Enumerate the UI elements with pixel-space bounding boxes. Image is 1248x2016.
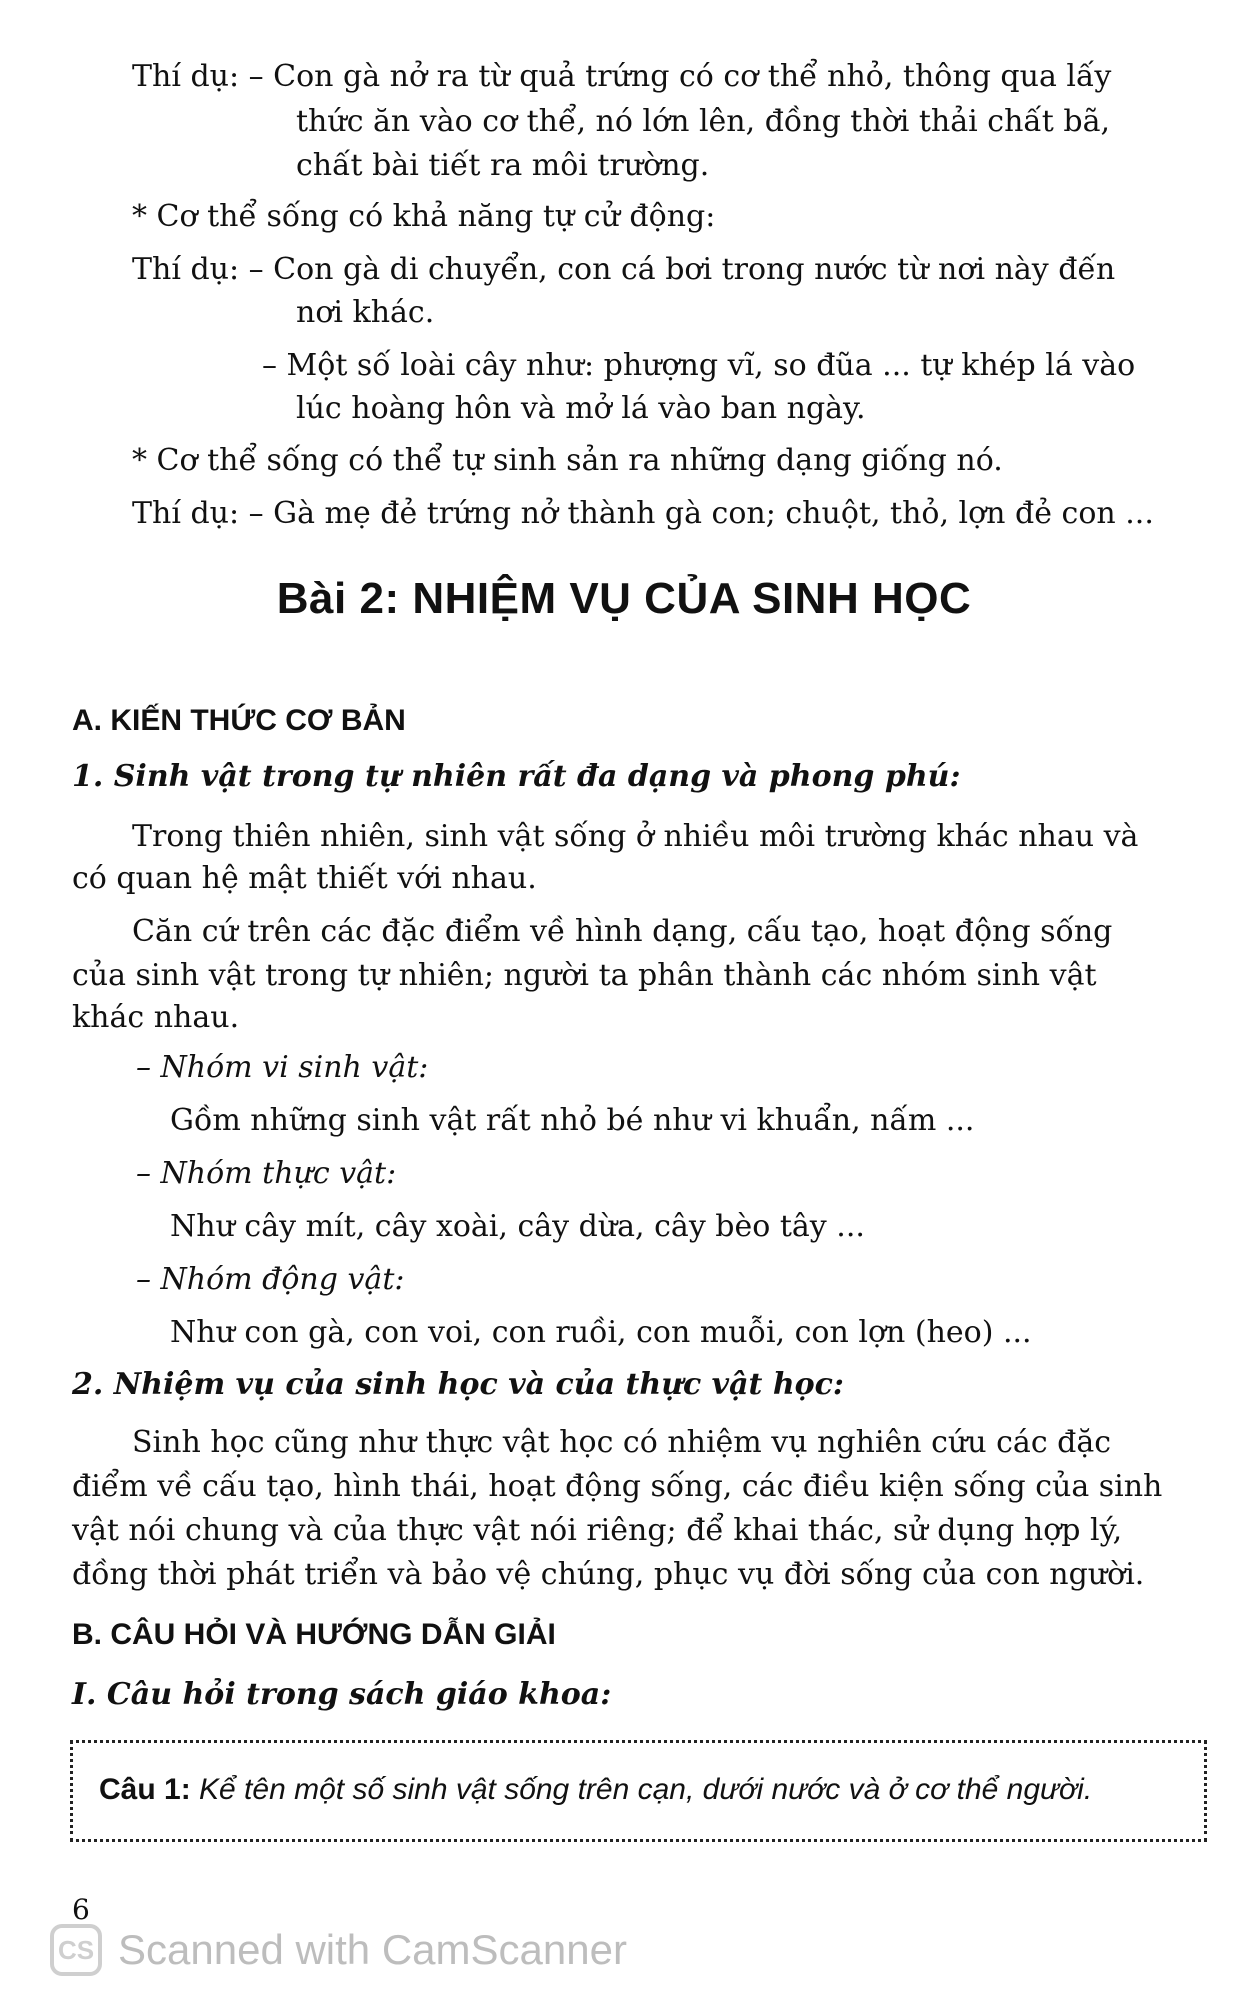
para3-line-c: vật nói chung và của thực vật nói riêng; để khai thác, sử dụng hợp lý, — [72, 1513, 1123, 1548]
para3-line-d: đồng thời phát triển và bảo vệ chúng, phục vụ đời sống của con người. — [72, 1557, 1145, 1592]
group-animal-text: Như con gà, con voi, con ruồi, con muỗi, con lợn (heo) ... — [170, 1315, 1032, 1350]
question-1 — [99, 1773, 1092, 1807]
intro-line-9: * Cơ thể sống có thể tự sinh sản ra những dạng giống nó. — [132, 443, 1003, 478]
intro-line-6: nơi khác. — [296, 295, 435, 330]
lesson-title: Bài 2: NHIỆM VỤ CỦA SINH HỌC — [276, 574, 972, 623]
section-a-heading: A. KIẾN THỨC CƠ BẢN — [72, 704, 406, 737]
section-b-heading: B. CÂU HỎI VÀ HƯỚNG DẪN GIẢI — [72, 1618, 556, 1651]
watermark-text: Scanned with CamScanner — [118, 1926, 627, 1973]
intro-line-5: Thí dụ: – Con gà di chuyển, con cá bơi trong nước từ nơi này đến — [132, 252, 1116, 287]
question-1-label: Câu 1: — [99, 1773, 191, 1806]
group-microbe-text: Gồm những sinh vật rất nhỏ bé như vi khuẩn, nấm ... — [170, 1103, 975, 1138]
group-plant-title: – Nhóm thực vật: — [136, 1156, 397, 1191]
para1-line-a: Trong thiên nhiên, sinh vật sống ở nhiều môi trường khác nhau và — [132, 819, 1139, 854]
group-microbe-title: – Nhóm vi sinh vật: — [136, 1050, 429, 1085]
para1-line-b: có quan hệ mật thiết với nhau. — [72, 861, 537, 896]
group-animal-title: – Nhóm động vật: — [136, 1262, 405, 1297]
question-1-text: Kể tên một số sinh vật sống trên cạn, dưới nước và ở cơ thể người. — [199, 1773, 1093, 1806]
page-number: 6 — [72, 1893, 90, 1926]
para3-line-b: điểm về cấu tạo, hình thái, hoạt động sống, các điều kiện sống của sinh — [72, 1469, 1163, 1504]
group-plant-text: Như cây mít, cây xoài, cây dừa, cây bèo tây ... — [170, 1209, 865, 1244]
intro-line-7: – Một số loài cây như: phượng vĩ, so đũa ... tự khép lá vào — [262, 348, 1136, 383]
section-b-sub1: I. Câu hỏi trong sách giáo khoa: — [72, 1677, 612, 1712]
intro-line-8: lúc hoàng hôn và mở lá vào ban ngày. — [296, 391, 866, 426]
intro-line-10: Thí dụ: – Gà mẹ đẻ trứng nở thành gà con; chuột, thỏ, lợn đẻ con ... — [132, 496, 1154, 531]
intro-line-2: thức ăn vào cơ thể, nó lớn lên, đồng thời thải chất bã, — [296, 104, 1110, 139]
intro-line-3: chất bài tiết ra môi trường. — [296, 148, 710, 183]
para2-line-a: Căn cứ trên các đặc điểm về hình dạng, cấu tạo, hoạt động sống — [132, 914, 1113, 949]
question-box — [70, 1740, 1207, 1842]
para2-line-b: của sinh vật trong tự nhiên; người ta phân thành các nhóm sinh vật — [72, 958, 1097, 993]
camscanner-logo-icon: CS — [50, 1924, 102, 1976]
section-a-sub1: 1. Sinh vật trong tự nhiên rất đa dạng và phong phú: — [72, 759, 961, 794]
camscanner-watermark — [50, 1920, 627, 1980]
intro-line-4: * Cơ thể sống có khả năng tự cử động: — [132, 199, 716, 234]
para2-line-c: khác nhau. — [72, 1000, 240, 1035]
section-a-sub2: 2. Nhiệm vụ của sinh học và của thực vật học: — [72, 1367, 845, 1402]
para3-line-a: Sinh học cũng như thực vật học có nhiệm vụ nghiên cứu các đặc — [132, 1425, 1112, 1460]
intro-line-1: Thí dụ: – Con gà nở ra từ quả trứng có cơ thể nhỏ, thông qua lấy — [132, 59, 1112, 94]
